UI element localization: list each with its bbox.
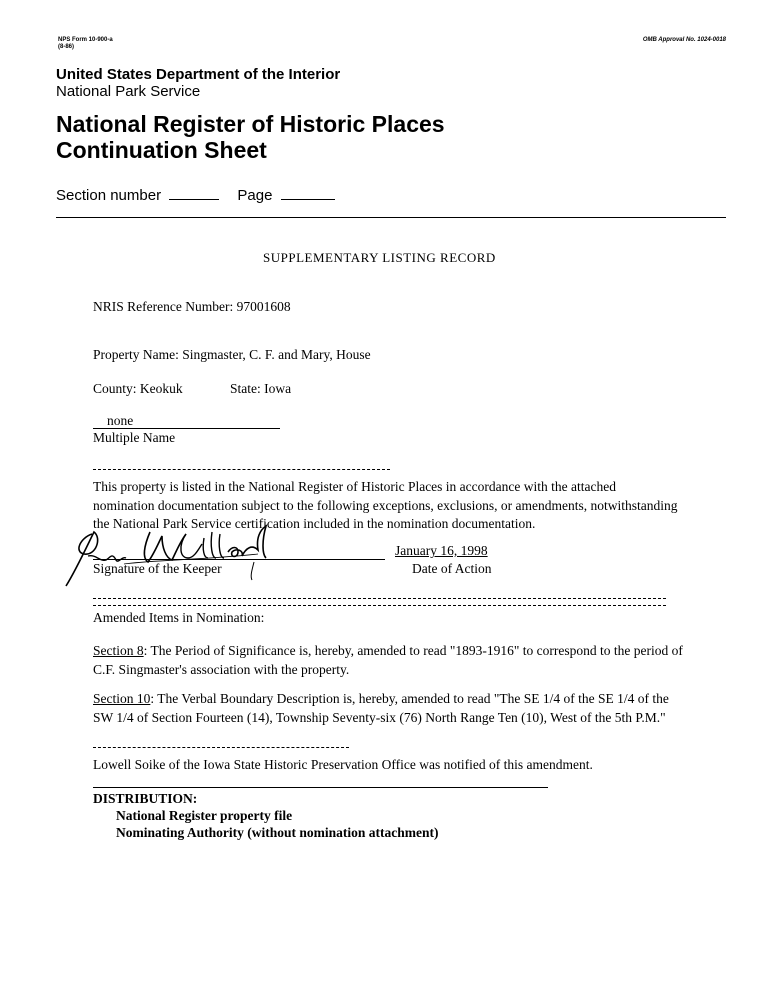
county: County: Keokuk — [93, 381, 183, 396]
document-subtitle: Continuation Sheet — [56, 137, 267, 163]
section-page-line — [56, 187, 335, 204]
section-number-label: Section number — [56, 187, 162, 204]
dashed-divider-2 — [93, 747, 349, 748]
notified-statement: Lowell Soike of the Iowa State Historic Preservation Office was notified of this amendment. — [93, 757, 593, 772]
header-divider — [56, 217, 726, 218]
form-number — [58, 37, 113, 51]
service-name: National Park Service — [56, 83, 201, 100]
action-date: January 16, 1998 — [395, 543, 488, 558]
date-of-action-label: Date of Action — [412, 561, 492, 576]
signature-line — [93, 559, 385, 560]
multiple-name-line — [93, 428, 280, 429]
distribution-label: DISTRIBUTION: — [93, 791, 198, 806]
record-heading: SUPPLEMENTARY LISTING RECORD — [263, 250, 496, 265]
section8-text: : The Period of Significance is, hereby, amended to read "1893-1916" to correspond to the period of C.F. Singmaster's association with the property. — [93, 643, 683, 677]
omb-approval: OMB Approval No. 1024-0018 — [642, 37, 726, 43]
keeper-signature — [62, 524, 282, 592]
section10-amendment — [93, 690, 688, 727]
signature-label: Signature of the Keeper — [93, 561, 222, 576]
amended-items-label: Amended Items in Nomination: — [93, 610, 265, 625]
property-name: Property Name: Singmaster, C. F. and Mary, House — [93, 347, 371, 362]
double-dashed-divider — [93, 598, 666, 606]
page-label: Page — [237, 187, 273, 204]
dashed-divider — [93, 469, 390, 470]
department-name: United States Department of the Interior — [56, 66, 341, 83]
section10-label: Section 10 — [93, 691, 151, 706]
nris-reference: NRIS Reference Number: 97001608 — [93, 299, 291, 314]
multiple-name-value: none — [107, 413, 134, 428]
multiple-name-label: Multiple Name — [93, 430, 176, 445]
distribution-rule — [93, 787, 548, 788]
document-title: National Register of Historic Places — [56, 111, 445, 137]
form-number-text: NPS Form 10-900-a — [58, 37, 113, 43]
distribution-item: National Register property file — [116, 808, 293, 823]
listing-statement: This property is listed in the National Register of Historic Places in accordance with the attached nomination documentation subject to the following exceptions, exclusions, or amendments, notwithstanding the National Park Service certification included in the nomination documentation. — [93, 479, 678, 531]
section10-text: : The Verbal Boundary Description is, hereby, amended to read "The SE 1/4 of the SE 1/4 of the SW 1/4 of Section Fourteen (14), Township Seventy-six (76) North Range Ten (10), West of the 5th P.M." — [93, 691, 669, 725]
distribution-item: Nominating Authority (without nomination attachment) — [116, 825, 439, 840]
section8-label: Section 8 — [93, 643, 144, 658]
page-blank — [281, 199, 335, 200]
form-date-text: (8-86) — [58, 44, 75, 50]
section-number-blank — [169, 199, 219, 200]
state: State: Iowa — [230, 381, 292, 396]
section8-amendment — [93, 642, 683, 679]
